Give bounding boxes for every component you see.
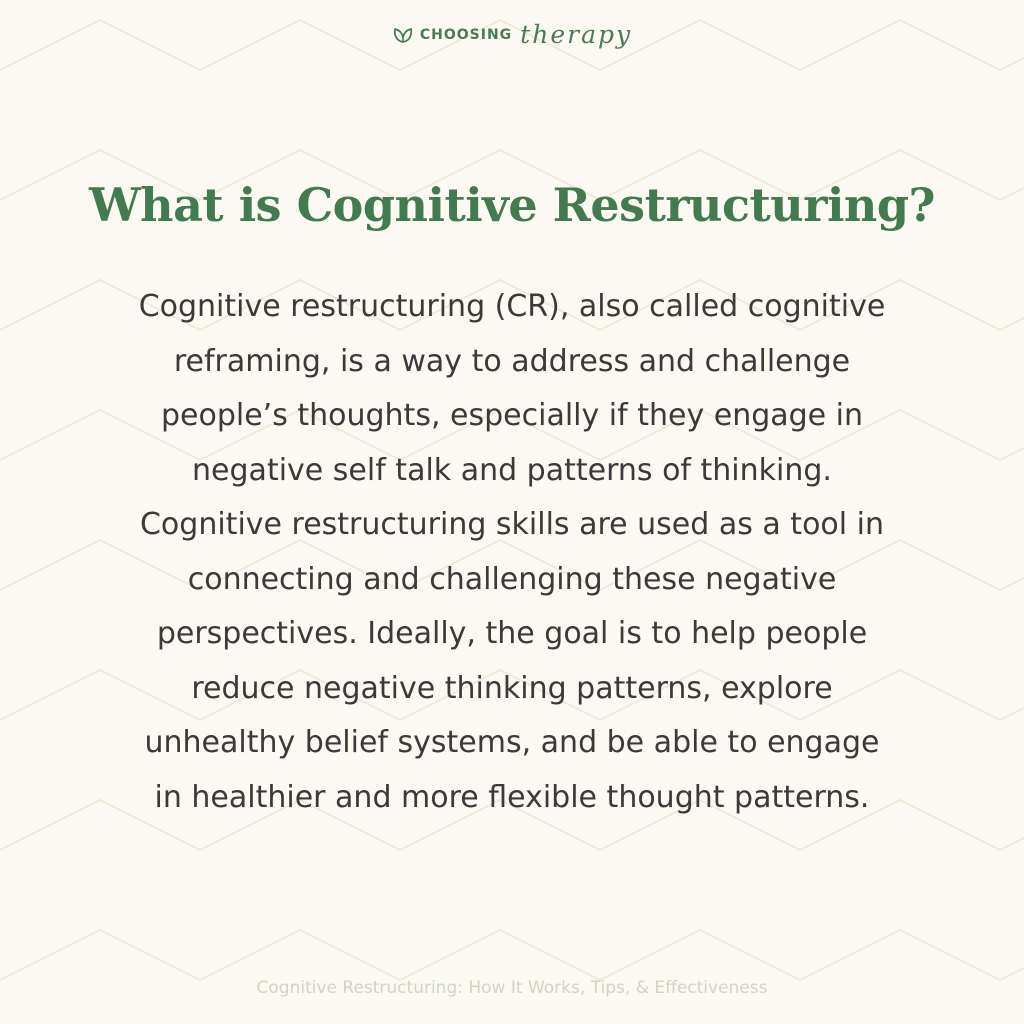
- body-line: negative self talk and patterns of thinking.: [192, 452, 832, 488]
- logo-word-choosing: CHOOSING: [419, 26, 513, 43]
- choosing-therapy-logo: [0, 22, 1024, 47]
- logo-word-therapy: therapy: [520, 20, 633, 49]
- footer-caption: Cognitive Restructuring: How It Works, Tips, & Effectiveness: [256, 978, 768, 998]
- body-line: unhealthy belief systems, and be able to engage: [144, 725, 880, 760]
- page-title: What is Cognitive Restructuring?: [89, 178, 935, 232]
- body-line: Cognitive restructuring (CR), also called cognitive: [138, 289, 886, 324]
- body-line: Cognitive restructuring skills are used as a tool in: [139, 507, 884, 542]
- body-line: reframing, is a way to address and challenge: [173, 343, 851, 379]
- body-paragraph: [80, 280, 944, 825]
- body-line: perspectives. Ideally, the goal is to help people: [156, 616, 868, 651]
- body-line: in healthier and more flexible thought patterns.: [154, 779, 870, 815]
- body-line: reduce negative thinking patterns, explore: [191, 670, 833, 706]
- leaf-icon: [392, 25, 414, 45]
- body-line: people’s thoughts, especially if they engage in: [160, 398, 864, 433]
- body-line: connecting and challenging these negative: [187, 561, 837, 597]
